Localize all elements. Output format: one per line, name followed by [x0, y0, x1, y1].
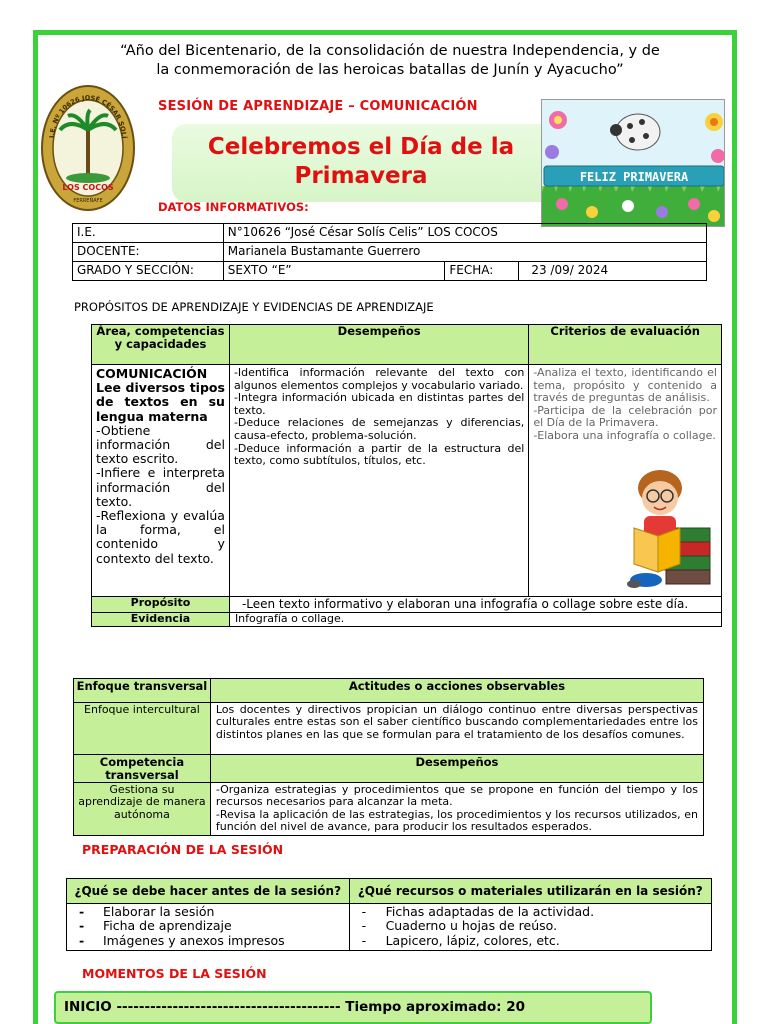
table-row — [67, 904, 712, 951]
fecha-label: FECHA: — [445, 262, 519, 281]
competencia-item: -Organiza estrategias y procedimientos que se propone en función del tiempo y los recursos necesarios para alcanzar la meta. — [215, 783, 698, 809]
preparacion-title: PREPARACIÓN DE LA SESIÓN — [82, 842, 284, 857]
logo-text-top: I.E. Nº 10626 JOSÉ CÉSAR SOLÍ — [48, 93, 128, 139]
banner-line-2: Primavera — [294, 163, 428, 189]
momentos-title: MOMENTOS DE LA SESIÓN — [82, 966, 267, 981]
session-title: SESIÓN DE APRENDIZAJE – COMUNICACIÓN — [158, 99, 478, 114]
transversal-table — [73, 678, 704, 836]
area-capacity: -Obtiene información del texto escrito. — [96, 422, 225, 467]
table-row — [67, 879, 712, 904]
area-cell — [92, 365, 230, 597]
table-row — [73, 243, 707, 262]
header-desempenos-2: Desempeños — [210, 755, 703, 783]
ie-label: I.E. — [73, 224, 224, 243]
school-logo — [40, 78, 136, 214]
logo-text-bottom: LOS COCOS — [62, 183, 114, 192]
header-area: Área, competencias y capacidades — [92, 325, 230, 365]
table-row — [74, 755, 704, 783]
preparation-table — [66, 878, 712, 951]
reading-child-illustration — [620, 468, 712, 592]
area-capacity: -Reflexiona y evalúa la forma, el contenido y contexto del texto. — [96, 508, 225, 566]
list-item: - Lapicero, lápiz, colores, etc. — [362, 934, 711, 948]
desempeno-item: -Identifica información relevante del texto con algunos elementos complejos y vocabulario variado. — [233, 366, 525, 392]
table-row — [92, 613, 722, 627]
propositos-title: PROPÓSITOS DE APRENDIZAJE Y EVIDENCIAS DE APRENDIZAJE — [74, 300, 434, 314]
banner-line-1: Celebremos el Día de la — [207, 134, 515, 160]
grado-label: GRADO Y SECCIÓN: — [73, 262, 224, 281]
area-capacity: -Infiere e interpreta información del texto. — [96, 465, 225, 509]
antes-cell — [67, 904, 350, 951]
evidencia-label: Evidencia — [92, 613, 230, 627]
table-row — [92, 325, 722, 365]
header-enfoque: Enfoque transversal — [74, 679, 211, 703]
enfoque-name: Enfoque intercultural — [74, 703, 211, 755]
motto — [60, 42, 720, 80]
evidencia-value: Infografía o collage. — [229, 613, 721, 627]
table-row — [73, 262, 707, 281]
docente-label: DOCENTE: — [73, 243, 224, 262]
table-row — [74, 703, 704, 755]
docente-value: Marianela Bustamante Guerrero — [223, 243, 706, 262]
list-item: - Cuaderno u hojas de reúso. — [362, 919, 711, 933]
proposito-label: Propósito — [92, 597, 230, 613]
spring-illustration — [541, 99, 725, 227]
info-table — [72, 223, 707, 281]
criterio-item: -Elabora una infografía o collage. — [533, 428, 716, 442]
header-competencia: Competencia transversal — [74, 755, 211, 783]
table-row — [74, 679, 704, 703]
motto-line-2: la conmemoración de las heroicas batallas de Junín y Ayacucho” — [156, 62, 624, 78]
list-item: - Fichas adaptadas de la actividad. — [362, 905, 711, 919]
fecha-value: 23 /09/ 2024 — [519, 262, 707, 281]
table-row — [73, 224, 707, 243]
header-recursos: ¿Qué recursos o materiales utilizarán en la sesión? — [349, 879, 711, 904]
enfoque-text: Los docentes y directivos propician un diálogo continuo entre diversas perspectivas culturales entre estas son el saber científico buscando complementariedades entre los distintos planes en las que se formulan para el tratamiento de los desafíos comunes. — [210, 703, 703, 755]
desempenos-cell — [229, 365, 528, 597]
inicio-bar: INICIO ---------------------------------------- Tiempo aproximado: 20 — [54, 991, 652, 1024]
list-item: - Elaborar la sesión — [79, 905, 349, 919]
desempeno-item: -Deduce información a partir de la estructura del texto, como subtítulos, títulos, etc. — [233, 441, 525, 468]
area-title: COMUNICACIÓN — [96, 366, 208, 381]
table-row — [74, 783, 704, 836]
area-competence: Lee diversos tipos de textos en su lengua materna — [96, 380, 225, 424]
datos-title: DATOS INFORMATIVOS: — [158, 200, 309, 214]
header-actitudes: Actitudes o acciones observables — [210, 679, 703, 703]
criterio-item: -Analiza el texto, identificando el tema, propósito y contenido a través de preguntas de análisis. — [533, 366, 717, 405]
title-banner — [172, 124, 572, 202]
table-row — [92, 597, 722, 613]
ie-value: N°10626 “José César Solís Celis” LOS COCOS — [223, 224, 706, 243]
list-item: - Imágenes y anexos impresos — [79, 934, 349, 948]
header-desempenos: Desempeños — [229, 325, 528, 365]
grado-value: SEXTO “E” — [223, 262, 445, 281]
header-criterios: Criterios de evaluación — [529, 325, 722, 365]
logo-text-base: FERREÑAFE — [73, 198, 103, 204]
header-antes: ¿Qué se debe hacer antes de la sesión? — [67, 879, 350, 904]
competencia-name: Gestiona su aprendizaje de manera autónoma — [74, 783, 211, 836]
motto-line-1: “Año del Bicentenario, de la consolidación de nuestra Independencia, y de — [120, 43, 660, 59]
recursos-cell — [349, 904, 711, 951]
criterio-item: -Participa de la celebración por el Día de la Primavera. — [533, 403, 717, 430]
proposito-value: -Leen texto informativo y elaboran una infografía o collage sobre este día. — [229, 597, 721, 613]
title-banner-text — [172, 124, 572, 191]
desempeno-item: -Deduce relaciones de semejanzas y diferencias, causa-efecto, problema-solución. — [233, 416, 525, 442]
list-item: - Ficha de aprendizaje — [79, 919, 349, 933]
competencia-cell — [210, 783, 703, 836]
spring-image-text: FELIZ PRIMAVERA — [579, 170, 689, 184]
competencia-item: -Revisa la aplicación de las estrategias, los procedimientos y los recursos utilizados, en función del nivel de avance, para producir los resultados esperados. — [215, 807, 698, 834]
desempeno-item: -Integra información ubicada en distintas partes del texto. — [233, 391, 525, 417]
